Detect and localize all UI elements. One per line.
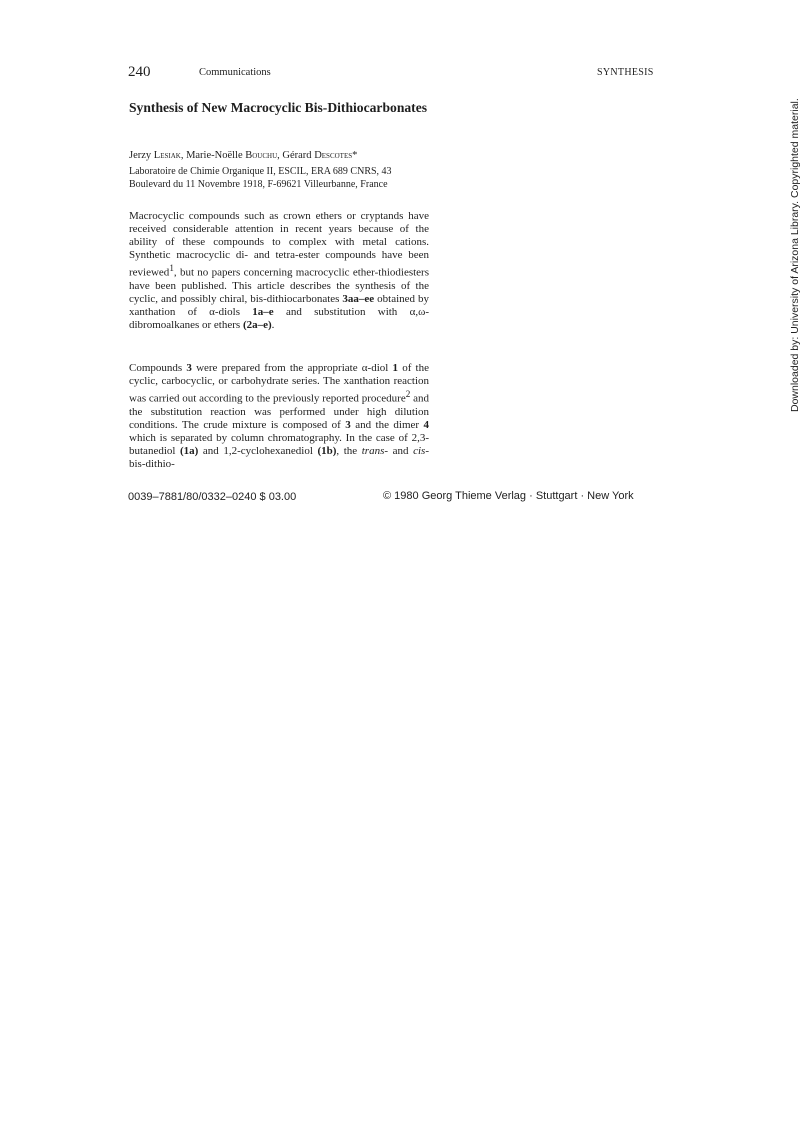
author-given-name: Jerzy — [129, 150, 154, 161]
compound-label: 3 — [186, 362, 192, 374]
compound-label: (1a) — [180, 445, 199, 458]
footer-issn: 0039–7881/80/0332–0240 $ 03.00 — [128, 491, 297, 503]
affiliation-line: Laboratoire de Chimie Organique II, ESCIL, ERA 689 CNRS, 43 — [129, 166, 392, 177]
author-family-name: Bouchu — [245, 150, 278, 161]
compound-label: (1b) — [317, 445, 337, 458]
compound-label: 1 — [392, 362, 398, 374]
download-notice: Downloaded by: University of Arizona Library. Copyrighted material. — [789, 98, 801, 412]
corresponding-author-mark: * — [352, 150, 358, 161]
compound-label: 3aa–ee — [342, 293, 375, 306]
compound-label: 1a–e — [252, 306, 274, 319]
author-family-name: Lesiak — [153, 150, 181, 161]
author-separator: , Marie-Noëlle — [180, 150, 246, 161]
stereo-descriptor: cis — [413, 445, 426, 458]
compound-label: 3 — [345, 419, 351, 432]
journal-name: SYNTHESIS — [597, 67, 654, 78]
stereo-descriptor: trans- — [361, 445, 389, 458]
compound-label: (2a–e) — [242, 319, 272, 332]
footer-copyright: © 1980 Georg Thieme Verlag · Stuttgart · New York — [383, 490, 634, 502]
affiliation — [129, 166, 392, 191]
affiliation-line: Boulevard du 11 Novembre 1918, F-69621 Villeurbanne, France — [129, 178, 388, 190]
author-separator: , Gérard — [277, 150, 315, 161]
compound-label: 4 — [423, 419, 429, 432]
author-list — [129, 150, 357, 161]
section-label: Communications — [199, 67, 271, 78]
body-paragraph: Macrocyclic compounds such as crown ethers or cryptands have received considerable attention in recent years because of the ability of these compounds to complex with metal cations. Synthetic macrocyclic di- and tetra-ester compounds have been reviewed$^1$, but no papers concerning macrocyclic ether-thiodiesters have been published. This article describes the synthesis of the cyclic, and possibly chiral, bis-dithiocarbonates 3aa–ee obtained by xanthation of α-diols 1a–e and substitution with α,ω-dibromoalkanes or ethers (2a–e). — [129, 210, 430, 332]
article-title: Synthesis of New Macrocyclic Bis-Dithiocarbonates — [129, 100, 428, 115]
reference-marker: 2 — [405, 389, 411, 400]
body-paragraph: Compounds 3 were prepared from the appropriate α-diol 1 of the cyclic, carbocyclic, or carbohydrate series. The xanthation reaction was carried out according to the previously reported procedure$^2$ and the substitution reaction was performed under high dilution conditions. The crude mixture is composed of 3 and the dimer 4 which is separated by column chromatography. In the case of 2,3-butanediol (1a) and 1,2-cyclohexanediol (1b), the trans- and cis-bis-dithio- — [129, 362, 429, 471]
reference-marker: 1 — [169, 263, 174, 274]
author-family-name: Descotes — [314, 150, 353, 161]
page-number: 240 — [128, 64, 151, 80]
